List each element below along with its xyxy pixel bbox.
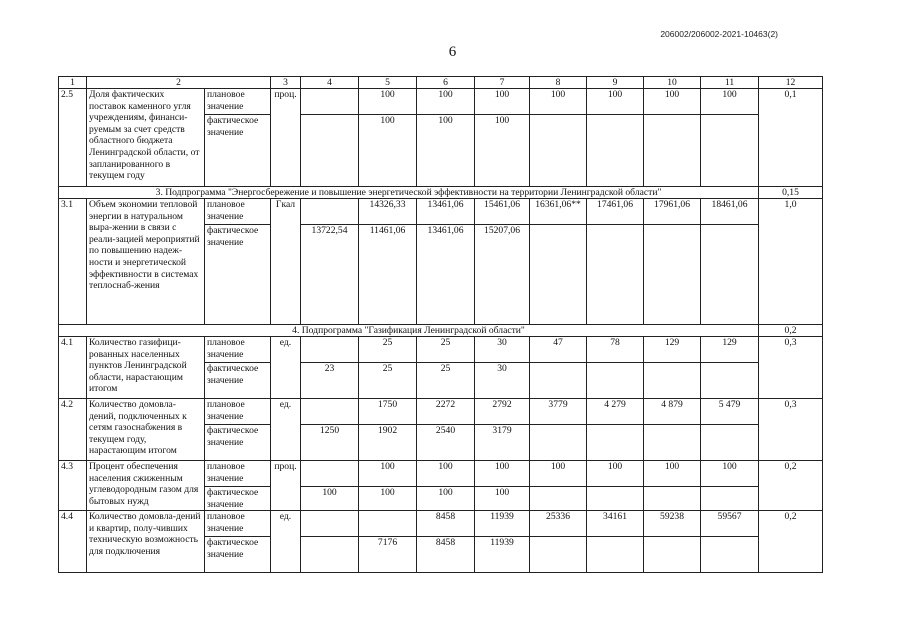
plan-value: 3779 [530,399,587,425]
plan-value: 78 [587,337,644,363]
plan-value: 16361,06** [530,199,587,225]
plan-value: 100 [701,89,759,115]
indicator-name: Количество газифици-рованных населенных пунктов Ленинградской области, нарастающим итогом [87,337,205,399]
plan-value: 2272 [417,399,475,425]
fact-value: 11461,06 [359,225,417,325]
fact-value: 1902 [359,425,417,461]
plan-value: 100 [644,89,701,115]
plan-value: 4 279 [587,399,644,425]
plan-value: 59567 [701,511,759,537]
plan-value [301,337,359,363]
fact-value: 100 [417,115,475,187]
plan-label: плановое значение [205,511,271,537]
plan-value: 25336 [530,511,587,537]
fact-value: 23 [301,363,359,399]
indicator-number: 2.5 [59,89,87,187]
indicator-unit: проц. [271,89,301,187]
section-title: 4. Подпрограмма "Газификация Ленинградской области" [59,325,759,337]
section-row [59,187,823,199]
plan-value: 129 [644,337,701,363]
indicator-name: Объем экономии тепловой энергии в натуральном выра-жении в связи с реали-зацией мероприятий по повышению надеж-ности и энергетической эффективности в системах теплоснаб-жения [87,199,205,325]
header-row [59,77,823,89]
plan-value: 59238 [644,511,701,537]
header-cell-3: 3 [271,77,301,89]
document-id: 206002/206002-2021-10463(2) [660,29,778,39]
fact-value: 25 [417,363,475,399]
plan-value: 14326,33 [359,199,417,225]
indicator-unit: проц. [271,461,301,511]
indicator-number: 4.3 [59,461,87,511]
header-cell-4: 4 [301,77,359,89]
fact-value: 100 [301,487,359,511]
fact-value [530,425,587,461]
header-cell-7: 7 [475,77,530,89]
fact-label: фактическое значение [205,487,271,511]
indicator-name: Количество домовла-дений, подключенных к сетям газоснабжения в текущем году, нарастающим итогом [87,399,205,461]
indicator-unit: ед. [271,511,301,573]
fact-label: фактическое значение [205,225,271,325]
fact-value: 25 [359,363,417,399]
fact-value [301,115,359,187]
indicator-row-3.1 [59,199,823,225]
plan-value: 17461,06 [587,199,644,225]
fact-value: 8458 [417,537,475,573]
plan-value: 100 [359,461,417,487]
indicator-weight: 1,0 [759,199,823,325]
plan-value: 30 [475,337,530,363]
fact-value [587,425,644,461]
plan-value: 11939 [475,511,530,537]
fact-value [587,363,644,399]
indicator-number: 4.2 [59,399,87,461]
header-cell-8: 8 [530,77,587,89]
plan-value: 25 [359,337,417,363]
plan-value: 25 [417,337,475,363]
indicator-weight: 0,3 [759,337,823,399]
indicators-table [58,76,823,573]
indicator-name: Доля фактических поставок каменного угля учреждениям, финанси-руемым за счет средств областного бюджета Ленинградской области, от запланированного в текущем году [87,89,205,187]
plan-value: 17961,06 [644,199,701,225]
indicator-name: Количество домовла-дений и квартир, полу-чивших техническую возможность для подключения [87,511,205,573]
plan-value: 1750 [359,399,417,425]
fact-value: 100 [475,487,530,511]
indicator-weight: 0,2 [759,461,823,511]
header-cell-11: 11 [701,77,759,89]
indicator-unit: ед. [271,399,301,461]
fact-value: 30 [475,363,530,399]
fact-value [644,115,701,187]
fact-value [644,363,701,399]
fact-value [530,115,587,187]
plan-value [301,89,359,115]
plan-value: 100 [359,89,417,115]
header-cell-9: 9 [587,77,644,89]
fact-value [644,537,701,573]
indicator-weight: 0,3 [759,399,823,461]
fact-value: 2540 [417,425,475,461]
header-cell-6: 6 [417,77,475,89]
indicator-row-4.3 [59,461,823,487]
plan-value: 100 [475,89,530,115]
indicator-row-4.1 [59,337,823,363]
fact-value [701,537,759,573]
plan-value: 100 [587,89,644,115]
fact-value [301,537,359,573]
fact-label: фактическое значение [205,363,271,399]
section-weight: 0,2 [759,325,823,337]
indicator-name: Процент обеспечения населения сжиженным углеводородным газом для бытовых нужд [87,461,205,511]
header-cell-5: 5 [359,77,417,89]
plan-value: 100 [530,461,587,487]
fact-value: 100 [417,487,475,511]
plan-value: 18461,06 [701,199,759,225]
section-row [59,325,823,337]
indicator-number: 4.4 [59,511,87,573]
plan-value: 15461,06 [475,199,530,225]
plan-value: 13461,06 [417,199,475,225]
plan-value [301,399,359,425]
fact-value: 100 [359,115,417,187]
plan-value: 4 879 [644,399,701,425]
fact-value [530,363,587,399]
fact-label: фактическое значение [205,115,271,187]
fact-value: 11939 [475,537,530,573]
fact-value [701,225,759,325]
fact-value [644,487,701,511]
fact-value: 15207,06 [475,225,530,325]
plan-label: плановое значение [205,337,271,363]
fact-value [587,115,644,187]
fact-value [701,115,759,187]
plan-value: 47 [530,337,587,363]
fact-value [644,425,701,461]
plan-value: 100 [475,461,530,487]
fact-value: 13461,06 [417,225,475,325]
plan-value: 2792 [475,399,530,425]
plan-value: 100 [417,89,475,115]
fact-value: 13722,54 [301,225,359,325]
fact-value [530,225,587,325]
plan-value [301,511,359,537]
header-cell-12: 12 [759,77,823,89]
plan-value: 8458 [417,511,475,537]
indicator-number: 4.1 [59,337,87,399]
plan-value: 5 479 [701,399,759,425]
plan-value: 129 [701,337,759,363]
fact-value [644,225,701,325]
plan-value: 100 [587,461,644,487]
plan-value: 100 [701,461,759,487]
indicator-unit: Гкал [271,199,301,325]
fact-label: фактическое значение [205,425,271,461]
plan-label: плановое значение [205,461,271,487]
plan-value [301,199,359,225]
fact-value [530,537,587,573]
plan-value: 100 [644,461,701,487]
plan-label: плановое значение [205,89,271,115]
fact-value [530,487,587,511]
fact-value [587,225,644,325]
indicator-row-2.5 [59,89,823,115]
fact-label: фактическое значение [205,537,271,573]
section-title: 3. Подпрограмма "Энергосбережение и повышение энергетической эффективности на территории Ленинградской области" [59,187,759,199]
header-cell-2: 2 [87,77,271,89]
indicator-unit: ед. [271,337,301,399]
fact-value: 3179 [475,425,530,461]
header-cell-1: 1 [59,77,87,89]
fact-value [587,537,644,573]
page-number: 6 [448,44,457,60]
plan-value: 100 [417,461,475,487]
indicator-number: 3.1 [59,199,87,325]
fact-value: 100 [359,487,417,511]
fact-value: 1250 [301,425,359,461]
indicator-row-4.4 [59,511,823,537]
section-weight: 0,15 [759,187,823,199]
plan-value [301,461,359,487]
fact-value: 7176 [359,537,417,573]
fact-value [701,363,759,399]
plan-label: плановое значение [205,399,271,425]
plan-value [359,511,417,537]
fact-value [701,425,759,461]
indicator-row-4.2 [59,399,823,425]
fact-value [587,487,644,511]
plan-value: 100 [530,89,587,115]
indicator-weight: 0,1 [759,89,823,187]
plan-label: плановое значение [205,199,271,225]
fact-value: 100 [475,115,530,187]
indicator-weight: 0,2 [759,511,823,573]
plan-value: 34161 [587,511,644,537]
fact-value [701,487,759,511]
header-cell-10: 10 [644,77,701,89]
